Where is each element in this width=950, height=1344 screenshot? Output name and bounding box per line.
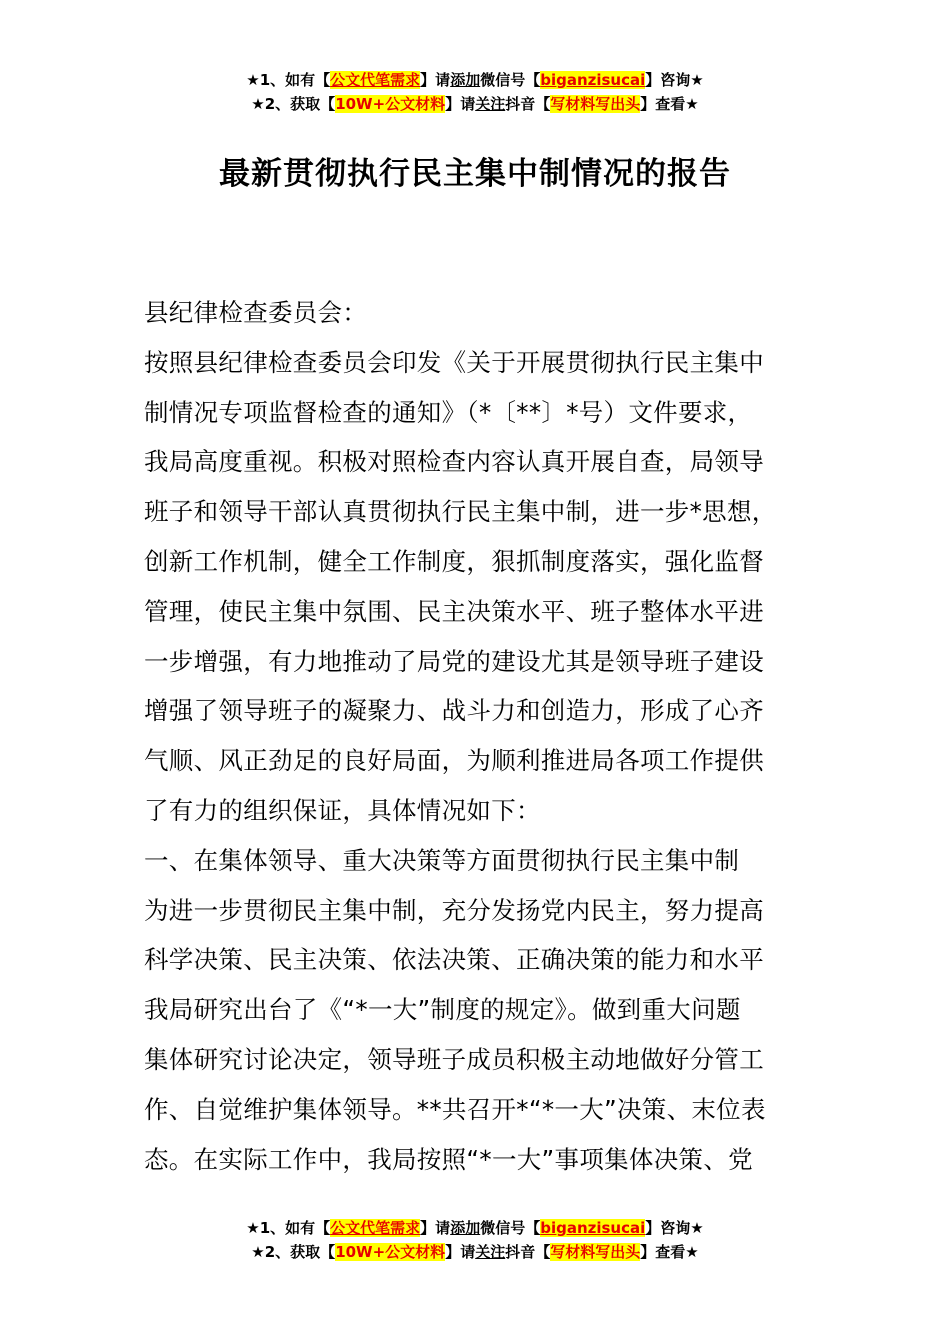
section-heading: 一、在集体领导、重大决策等方面贯彻执行民主集中制 (144, 845, 740, 875)
body-line: 按照县纪律检查委员会印发《关于开展贯彻执行民主集中 (144, 347, 764, 377)
body-line: 了有力的组织保证，具体情况如下： (144, 795, 541, 825)
banner-text: ★2、获取【 (251, 95, 336, 113)
banner-text: 】咨询★ (645, 1219, 704, 1237)
banner-line-1 (0, 68, 950, 92)
banner-highlight: 写材料写出头 (550, 95, 641, 113)
banner-highlight: 公文代笔需求 (330, 1219, 421, 1237)
body-line: 管理，使民主集中氛围、民主决策水平、班子整体水平进 (144, 596, 764, 626)
banner-text: 】请 (445, 1243, 476, 1261)
body-line: 气顺、风正劲足的良好局面，为顺利推进局各项工作提供 (144, 746, 764, 776)
body-line: 我局研究出台了《“*一大”制度的规定》。做到重大问题 (144, 995, 741, 1025)
footer-banner (0, 1216, 950, 1264)
body-line: 集体研究讨论决定，领导班子成员积极主动地做好分管工 (144, 1044, 764, 1074)
banner-emphasis: 添加 (450, 71, 481, 89)
banner-highlight: biganzisucai (540, 1219, 646, 1237)
banner-highlight: 10W+公文材料 (335, 95, 446, 113)
banner-line-2 (0, 92, 950, 116)
banner-text: 抖音【 (505, 1243, 551, 1261)
body-line: 一步增强，有力地推动了局党的建设尤其是领导班子建设 (144, 646, 764, 676)
body-line: 为进一步贯彻民主集中制，充分发扬党内民主，努力提高 (144, 895, 764, 925)
banner-text: 微信号【 (480, 1219, 541, 1237)
banner-text: 微信号【 (480, 71, 541, 89)
body-line: 态。在实际工作中，我局按照“*一大”事项集体决策、党 (144, 1144, 753, 1174)
banner-text: ★1、如有【 (246, 1219, 331, 1237)
banner-line-1 (0, 1216, 950, 1240)
banner-text: ★2、获取【 (251, 1243, 336, 1261)
body-line: 增强了领导班子的凝聚力、战斗力和创造力，形成了心齐 (144, 696, 764, 726)
body-line: 班子和领导干部认真贯彻执行民主集中制，进一步*思想， (144, 497, 777, 527)
body-line: 科学决策、民主决策、依法决策、正确决策的能力和水平 (144, 945, 764, 975)
banner-highlight: 10W+公文材料 (335, 1243, 446, 1261)
banner-text: 】请 (420, 71, 451, 89)
document-title: 最新贯彻执行民主集中制情况的报告 (219, 156, 731, 192)
banner-text: 】咨询★ (645, 71, 704, 89)
banner-text: 】查看★ (640, 95, 699, 113)
body-line: 我局高度重视。积极对照检查内容认真开展自查，局领导 (144, 447, 764, 477)
banner-emphasis: 关注 (475, 95, 506, 113)
banner-highlight: 写材料写出头 (550, 1243, 641, 1261)
banner-text: 】请 (420, 1219, 451, 1237)
banner-text: 抖音【 (505, 95, 551, 113)
banner-highlight: 公文代笔需求 (330, 71, 421, 89)
banner-text: 】请 (445, 95, 476, 113)
header-banner (0, 68, 950, 116)
body-line: 县纪律检查委员会： (144, 298, 368, 327)
banner-line-2 (0, 1240, 950, 1264)
body-line: 作、自觉维护集体领导。**共召开*“*一大”决策、末位表 (144, 1094, 766, 1124)
banner-highlight: biganzisucai (540, 71, 646, 89)
banner-text: ★1、如有【 (246, 71, 331, 89)
banner-emphasis: 关注 (475, 1243, 506, 1261)
banner-text: 】查看★ (640, 1243, 699, 1261)
document-body (144, 288, 810, 1184)
banner-emphasis: 添加 (450, 1219, 481, 1237)
body-line: 创新工作机制，健全工作制度，狠抓制度落实，强化监督 (144, 546, 764, 576)
body-line: 制情况专项监督检查的通知》（*〔**〕*号）文件要求， (144, 397, 753, 427)
